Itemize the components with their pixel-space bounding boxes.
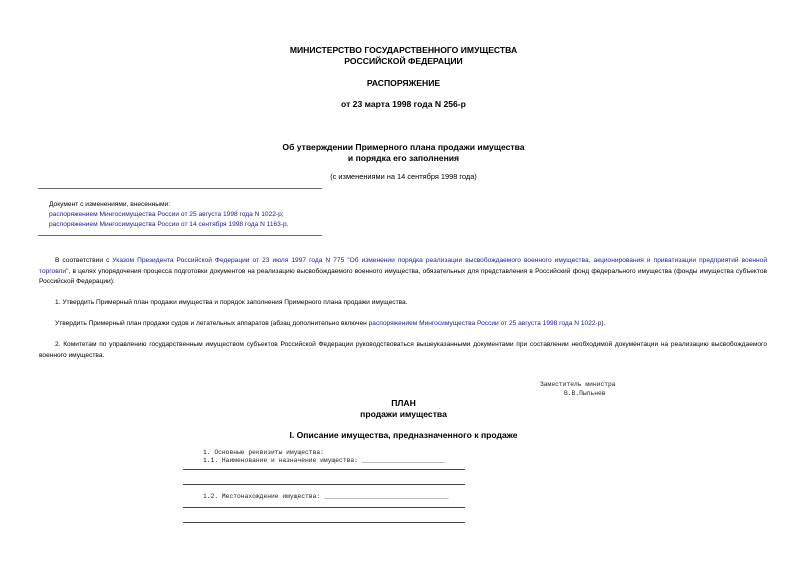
changes-box-intro: Документ с изменениями, внесенными:	[49, 201, 171, 208]
document-title-line1: Об утверждении Примерного плана продажи имущества	[282, 142, 525, 152]
field-1-1-answer-line-2[interactable]	[183, 484, 465, 485]
document-title-line2: и порядка его заполнения	[347, 153, 460, 163]
document-date: от 23 марта 1998 года N 256-р	[341, 99, 466, 109]
ministry-name-line1: МИНИСТЕРСТВО ГОСУДАРСТВЕННОГО ИМУЩЕСТВА	[289, 45, 518, 55]
amendments-note: (с изменениями на 14 сентября 1998 года)	[330, 172, 477, 181]
preamble-paragraph	[39, 256, 767, 288]
field-1-2-answer-line-1[interactable]	[183, 507, 465, 508]
clause-1-addition	[39, 319, 767, 330]
change-link-1022[interactable]: распоряжением Мингосимущества России от 25 августа 1998 года N 1022-р;	[49, 211, 284, 218]
field-1-header: 1. Основные реквизиты имущества:	[203, 449, 324, 456]
field-1-1-answer-line-1[interactable]	[183, 469, 465, 470]
document-type: РАСПОРЯЖЕНИЕ	[366, 78, 441, 88]
clause-1: 1. Утвердить Примерный план продажи имущества и порядок заполнения Примерного плана продажи имущества.	[55, 299, 408, 306]
clause-1-addition-end: ).	[601, 320, 606, 327]
plan-section-title: I. Описание имущества, предназначенного к продаже	[289, 430, 518, 440]
clause-2: 2. Комитетам по управлению государственным имуществом субъектов Российской Федерации руководствоваться вышеуказанными документами при составлении необходимой документации на реализацию высвобождаемого военного имущества.	[39, 341, 767, 359]
signature-name: В.В.Пыльнев	[564, 390, 606, 397]
plan-subtitle: продажи имущества	[360, 409, 447, 419]
signature-position: Заместитель министра	[540, 381, 616, 388]
changes-box-bottom-rule	[38, 235, 322, 236]
field-1-2-answer-line-2[interactable]	[183, 522, 465, 523]
preamble-text-after: , в целях упорядочения процесса подготовки документов на реализацию высвобождаемого военного имущества, обязательных для представления в Российский фонд федерального имущества (фонды имущества субъектов Российской Федерации):	[39, 267, 767, 285]
change-link-1163[interactable]: распоряжением Мингосимущества России от 14 сентября 1998 года N 1163-р.	[49, 221, 289, 228]
amendment-1022-link[interactable]: распоряжением Мингосимущества России от 25 августа 1998 года N 1022-р	[368, 320, 602, 327]
changes-box-top-rule	[38, 188, 322, 189]
plan-title: ПЛАН	[391, 398, 416, 408]
field-1-1-label[interactable]: 1.1. Наименование и назначение имущества: ______________________	[203, 457, 445, 464]
ministry-name-line2: РОССИЙСКОЙ ФЕДЕРАЦИИ	[344, 56, 463, 66]
field-1-2-label[interactable]: 1.2. Местонахождение имущества: _________________________________	[203, 493, 449, 500]
presidential-decree-link[interactable]: Указом Президента Российской Федерации от 23 июля 1997 года N 775 "Об изменении порядка реализации высвобождаемого военного имущества, акционирования и приватизации предприятий военной торговли"	[39, 257, 768, 275]
clause-1-addition-text: Утвердить Примерный план продажи судов и летательных аппаратов (абзац дополнительно включен	[55, 320, 369, 327]
preamble-text-before: В соответствии с	[55, 257, 113, 264]
